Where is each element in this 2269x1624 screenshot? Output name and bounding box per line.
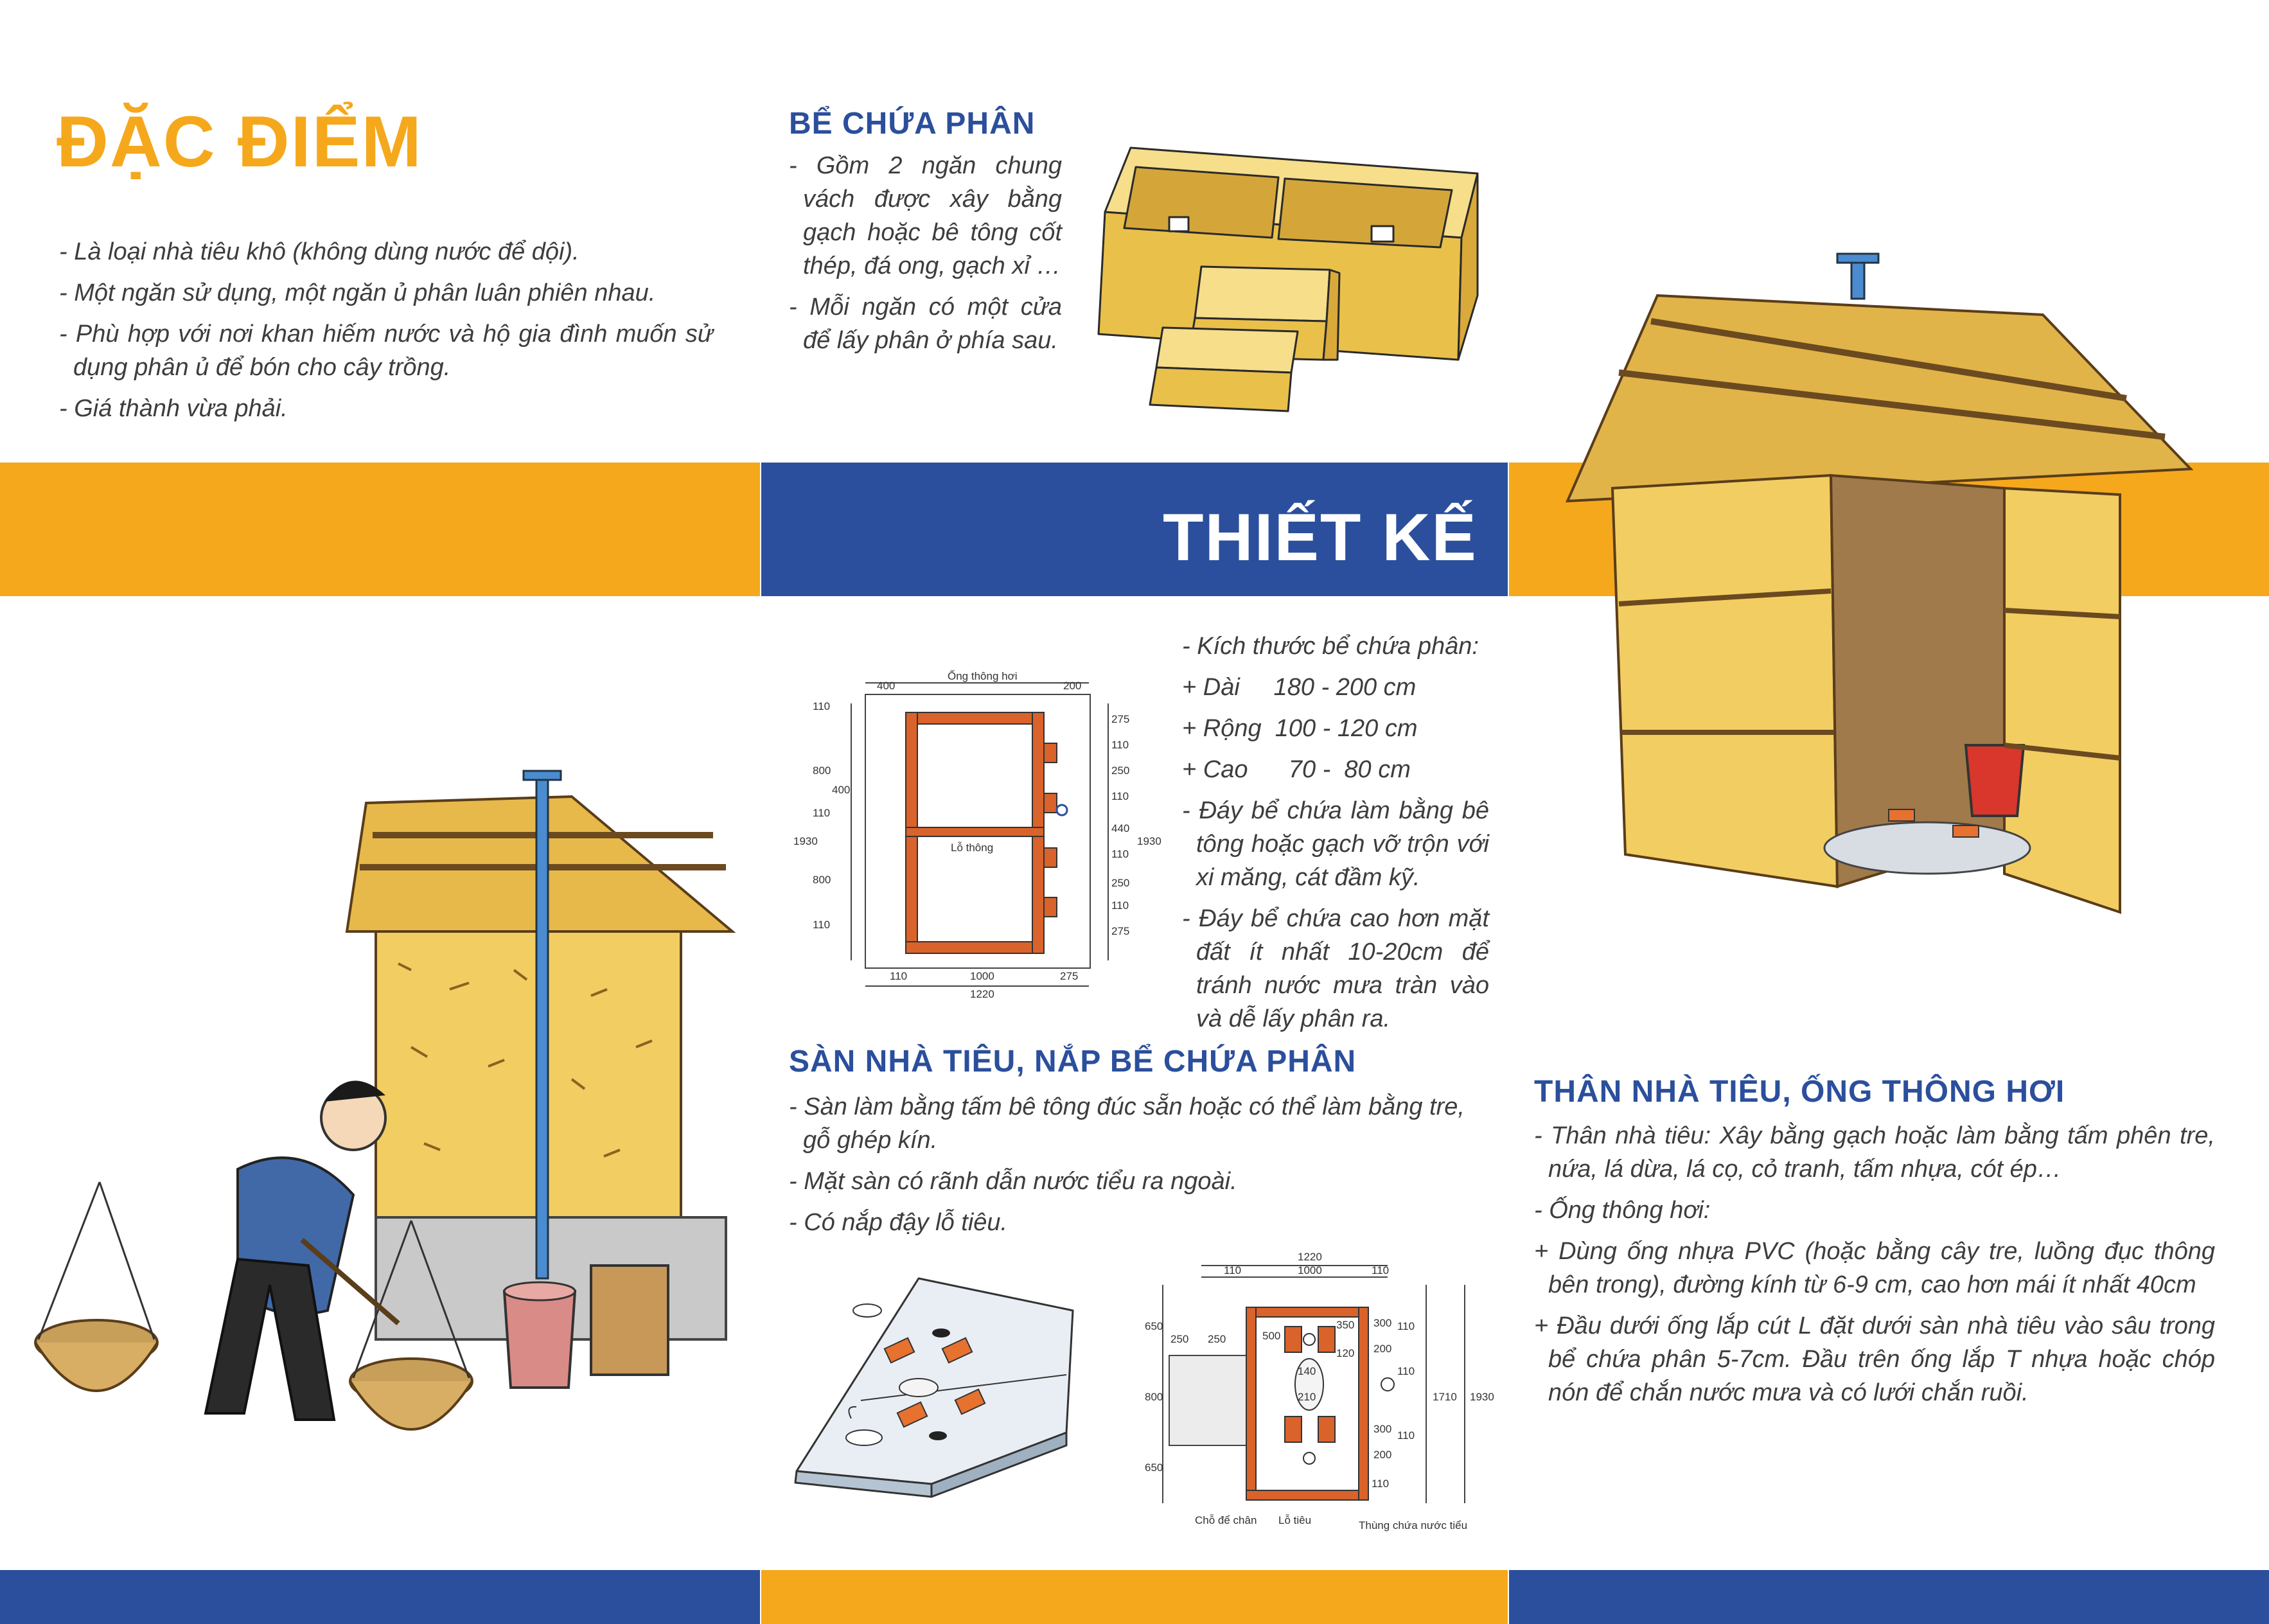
dim-label: 200 (1373, 1343, 1392, 1355)
plan-label-foot: Chỗ để chân (1195, 1514, 1257, 1526)
list-item: - Là loại nhà tiêu khô (không dùng nước để dội). (59, 238, 579, 265)
plan-label-tank: Thùng chứa nước tiểu (1359, 1519, 1468, 1531)
dim-label: 110 (890, 970, 908, 982)
dim-label: 650 (1145, 1320, 1163, 1332)
section-title-thiet-ke: THIẾT KẾ (1163, 500, 1478, 575)
dim-label: 210 (1298, 1391, 1316, 1403)
dim-label: 1930 (1137, 835, 1161, 847)
plan-label-hole: Lỗ thông (951, 842, 994, 854)
dim-label: 500 (1262, 1330, 1281, 1342)
floor-slab-illustration (790, 1272, 1086, 1503)
plan-label-vent: Ống thông hơi (948, 670, 1018, 682)
list-item: - Giá thành vừa phải. (59, 395, 288, 422)
dim-label: 110 (1397, 1365, 1415, 1377)
dim-label: 110 (813, 919, 831, 931)
tank-illustration (1086, 141, 1490, 443)
dim-label: 275 (1111, 925, 1130, 937)
orange-band-left (0, 463, 760, 596)
list-item: - Sàn làm bằng tấm bê tông đúc sẵn hoặc có thể làm bằng tre, gỗ ghép kín. (789, 1093, 1465, 1154)
section-title-dac-diem: ĐẶC ĐIỂM (57, 102, 423, 182)
dim-label: 110 (1111, 848, 1129, 860)
list-item: - Phù hợp với nơi khan hiếm nước và hộ gia đình muốn sử dụng phân ủ để bón cho cây trồng. (59, 321, 713, 381)
dim-label: 800 (1145, 1391, 1163, 1403)
dim-label: 110 (1372, 1478, 1390, 1490)
blue-footer-left (0, 1570, 760, 1624)
dim-label: 250 (1111, 877, 1130, 889)
dim-label: 1220 (1298, 1251, 1322, 1263)
dim-label: 110 (1111, 899, 1129, 912)
section-title-san-nha-tieu: SÀN NHÀ TIÊU, NẮP BỂ CHỨA PHÂN (789, 1045, 1357, 1079)
dim-label: 1930 (1470, 1391, 1494, 1403)
list-item: - Mặt sàn có rãnh dẫn nước tiểu ra ngoài. (789, 1168, 1237, 1195)
dim-label: 250 (1111, 764, 1130, 777)
dac-diem-list (59, 235, 713, 433)
dim-label: 110 (1224, 1264, 1242, 1276)
tank-plan-drawing (787, 665, 1172, 999)
list-item: - Đáy bể chứa làm bằng bê tông hoặc gạch vỡ trộn với xi măng, cát đầm kỹ. (1182, 797, 1489, 891)
list-item: + Dùng ống nhựa PVC (hoặc bằng cây tre, luồng đục thông bên trong), đường kính từ 6-9 cm, cao hơn mái ít nhất 40cm (1534, 1238, 2215, 1298)
dim-label: 1710 (1433, 1391, 1457, 1403)
dim-label: 110 (1111, 790, 1129, 802)
dim-label: 650 (1145, 1461, 1163, 1474)
dim-label: 110 (1372, 1264, 1390, 1276)
list-item: + Đầu dưới ống lắp cút L đặt dưới sàn nhà tiêu vào sâu trong bể chứa phân 5-7cm. Đầu trên ống lắp T nhựa hoặc chóp nón để chắn nước mưa và có lưới chắn ruồi. (1534, 1312, 2215, 1406)
dim-label: 110 (813, 807, 831, 819)
list-item: - Thân nhà tiêu: Xây bằng gạch hoặc làm bằng tấm phên tre, nứa, lá dừa, lá cọ, cỏ tranh, tấm nhựa, cót ép… (1534, 1122, 2215, 1183)
dim-label: 110 (813, 700, 831, 712)
orange-footer-center (761, 1570, 1508, 1624)
list-item: - Đáy bể chứa cao hơn mặt đất ít nhất 10-20cm để tránh nước mưa tràn vào và dễ lấy phân ra. (1182, 905, 1489, 1032)
dim-label: 250 (1170, 1333, 1189, 1345)
dim-label: 440 (1111, 822, 1130, 834)
floor-plan-drawing (1143, 1246, 1494, 1535)
be-chua-phan-list (789, 149, 1062, 365)
dim-label: 300 (1373, 1317, 1392, 1329)
list-item: - Mỗi ngăn có một cửa để lấy phân ở phía sau. (789, 294, 1062, 354)
dim-label: 120 (1336, 1347, 1355, 1359)
dim-label: 1220 (970, 988, 994, 1000)
dim-label: 800 (813, 764, 831, 777)
bamboo-latrine-illustration (1555, 244, 2210, 931)
dim-label: 1930 (793, 835, 818, 847)
dim-label: 1000 (1298, 1264, 1322, 1276)
list-item: + Cao 70 - 80 cm (1182, 756, 1411, 783)
list-item: + Dài 180 - 200 cm (1182, 674, 1417, 701)
dim-label: 140 (1298, 1365, 1316, 1377)
list-item: - Gồm 2 ngăn chung vách được xây bằng gạch hoặc bê tông cốt thép, đá ong, gạch xỉ … (789, 152, 1062, 279)
dim-label: 200 (1063, 680, 1082, 692)
plan-label-hole: Lỗ tiêu (1278, 1514, 1312, 1526)
kich-thuoc-list (1182, 630, 1489, 1043)
section-title-than-nha-tieu: THÂN NHÀ TIÊU, ỐNG THÔNG HƠI (1534, 1075, 2065, 1109)
dim-label: 110 (1397, 1429, 1415, 1442)
dim-label: 800 (813, 874, 831, 886)
dim-label: 250 (1208, 1333, 1226, 1345)
list-item: - Ống thông hơi: (1534, 1197, 1711, 1224)
dim-label: 275 (1111, 713, 1130, 725)
dim-label: 400 (877, 680, 896, 692)
san-nha-tieu-list (789, 1090, 1496, 1247)
dim-label: 200 (1373, 1449, 1392, 1461)
latrine-with-person-illustration (26, 758, 732, 1478)
dim-label: 350 (1336, 1319, 1355, 1331)
section-title-be-chua-phan: BỂ CHỨA PHÂN (789, 107, 1036, 141)
than-nha-tieu-list (1534, 1119, 2215, 1417)
list-item: - Kích thước bể chứa phân: (1182, 633, 1479, 660)
dim-label: 110 (1397, 1320, 1415, 1332)
dim-label: 275 (1060, 970, 1079, 982)
list-item: + Rộng 100 - 120 cm (1182, 715, 1418, 742)
list-item: - Có nắp đậy lỗ tiêu. (789, 1209, 1008, 1236)
dim-label: 110 (1111, 739, 1129, 751)
dim-label: 1000 (970, 970, 994, 982)
dim-label: 300 (1373, 1423, 1392, 1435)
dim-label: 400 (832, 784, 851, 796)
blue-footer-right (1509, 1570, 2269, 1624)
list-item: - Một ngăn sử dụng, một ngăn ủ phân luân phiên nhau. (59, 279, 656, 306)
